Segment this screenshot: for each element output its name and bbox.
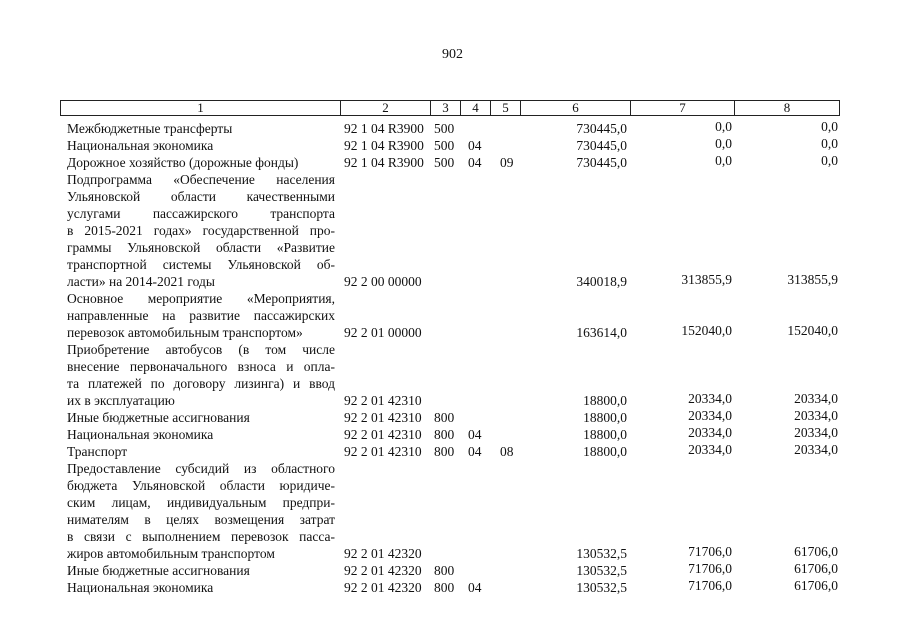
row-v2: 71706,0 [688, 544, 732, 559]
row-v1: 130532,5 [576, 580, 627, 595]
row-v1: 340018,9 [576, 274, 627, 289]
row-description: Национальная экономика [67, 138, 214, 153]
row-description: бюджета Ульяновской области юридиче- [67, 478, 335, 493]
row-description: внесение первоначального взноса и опла- [67, 359, 335, 374]
table-header [60, 100, 840, 116]
header-col-5: 5 [491, 101, 521, 115]
row-description: Национальная экономика [67, 580, 214, 595]
row-v1: 130532,5 [576, 563, 627, 578]
row-v1: 730445,0 [576, 121, 627, 136]
row-v3: 0,0 [821, 153, 838, 168]
row-description: граммы Ульяновской области «Развитие [67, 240, 335, 255]
row-vr: 500 [434, 155, 455, 170]
row-description: Транспорт [67, 444, 128, 459]
row-v3: 61706,0 [794, 544, 838, 559]
row-vr: 800 [434, 563, 455, 578]
row-v2: 0,0 [715, 153, 732, 168]
row-v1: 18800,0 [583, 410, 627, 425]
row-vr: 800 [434, 580, 455, 595]
row-rz: 04 [468, 155, 482, 170]
row-description: Иные бюджетные ассигнования [67, 563, 250, 578]
header-col-2: 2 [341, 101, 431, 115]
row-v2: 71706,0 [688, 578, 732, 593]
row-v3: 20334,0 [794, 391, 838, 406]
row-description: Национальная экономика [67, 427, 214, 442]
row-rz: 04 [468, 427, 482, 442]
row-v1: 130532,5 [576, 546, 627, 561]
row-code: 92 2 01 00000 [344, 325, 422, 340]
row-code: 92 2 00 00000 [344, 274, 422, 289]
row-v3: 20334,0 [794, 408, 838, 423]
header-col-4: 4 [461, 101, 491, 115]
row-code: 92 2 01 42310 [344, 410, 422, 425]
header-col-1: 1 [61, 101, 341, 115]
page-number: 902 [442, 47, 463, 62]
row-v2: 20334,0 [688, 425, 732, 440]
row-description: их в эксплуатацию [67, 393, 175, 408]
row-v3: 152040,0 [787, 323, 838, 338]
row-pr: 09 [500, 155, 514, 170]
row-vr: 800 [434, 444, 455, 459]
header-col-6: 6 [521, 101, 631, 115]
row-description: Приобретение автобусов (в том числе [67, 342, 335, 357]
row-v2: 20334,0 [688, 391, 732, 406]
row-code: 92 2 01 42320 [344, 546, 422, 561]
row-description: перевозок автомобильным транспортом» [67, 325, 303, 340]
row-v2: 313855,9 [681, 272, 732, 287]
row-description: Основное мероприятие «Мероприятия, [67, 291, 335, 306]
row-v2: 152040,0 [681, 323, 732, 338]
row-description: Межбюджетные трансферты [67, 121, 233, 136]
row-description: ским лицам, индивидуальным предпри- [67, 495, 335, 510]
row-vr: 800 [434, 427, 455, 442]
header-col-7: 7 [631, 101, 735, 115]
row-v3: 61706,0 [794, 561, 838, 576]
row-v2: 20334,0 [688, 408, 732, 423]
row-code: 92 2 01 42310 [344, 427, 422, 442]
row-v2: 71706,0 [688, 561, 732, 576]
row-description: ласти» на 2014-2021 годы [67, 274, 215, 289]
row-v1: 730445,0 [576, 155, 627, 170]
row-description: Ульяновской области качественными [67, 189, 335, 204]
row-description: жиров автомобильным транспортом [67, 546, 275, 561]
row-v2: 20334,0 [688, 442, 732, 457]
row-description: та платежей по договору лизинга) и ввод [67, 376, 335, 391]
row-description: Иные бюджетные ассигнования [67, 410, 250, 425]
row-v3: 313855,9 [787, 272, 838, 287]
row-v1: 18800,0 [583, 444, 627, 459]
row-description: Подпрограмма «Обеспечение населения [67, 172, 335, 187]
row-code: 92 1 04 R3900 [344, 121, 424, 136]
row-description: в 2015-2021 годах» государственной про- [67, 223, 335, 238]
row-code: 92 2 01 42310 [344, 393, 422, 408]
row-v2: 0,0 [715, 119, 732, 134]
row-description: нимателям в целях возмещения затрат [67, 512, 335, 527]
row-v3: 0,0 [821, 119, 838, 134]
row-description: Дорожное хозяйство (дорожные фонды) [67, 155, 299, 170]
row-v2: 0,0 [715, 136, 732, 151]
row-v3: 0,0 [821, 136, 838, 151]
row-vr: 800 [434, 410, 455, 425]
row-description: направленные на развитие пассажирских [67, 308, 335, 323]
row-v3: 20334,0 [794, 442, 838, 457]
row-code: 92 2 01 42310 [344, 444, 422, 459]
row-code: 92 1 04 R3900 [344, 138, 424, 153]
row-code: 92 1 04 R3900 [344, 155, 424, 170]
row-v3: 20334,0 [794, 425, 838, 440]
row-description: Предоставление субсидий из областного [67, 461, 335, 476]
row-rz: 04 [468, 444, 482, 459]
row-v1: 163614,0 [576, 325, 627, 340]
row-vr: 500 [434, 138, 455, 153]
row-code: 92 2 01 42320 [344, 563, 422, 578]
row-v3: 61706,0 [794, 578, 838, 593]
row-description: в связи с выполнением перевозок пасса- [67, 529, 335, 544]
row-description: транспортной системы Ульяновской об- [67, 257, 335, 272]
row-rz: 04 [468, 580, 482, 595]
row-pr: 08 [500, 444, 514, 459]
row-description: услугами пассажирского транспорта [67, 206, 335, 221]
row-v1: 18800,0 [583, 393, 627, 408]
row-code: 92 2 01 42320 [344, 580, 422, 595]
row-v1: 730445,0 [576, 138, 627, 153]
row-rz: 04 [468, 138, 482, 153]
header-col-8: 8 [783, 100, 791, 115]
row-v1: 18800,0 [583, 427, 627, 442]
header-col-3: 3 [431, 101, 461, 115]
row-vr: 500 [434, 121, 455, 136]
